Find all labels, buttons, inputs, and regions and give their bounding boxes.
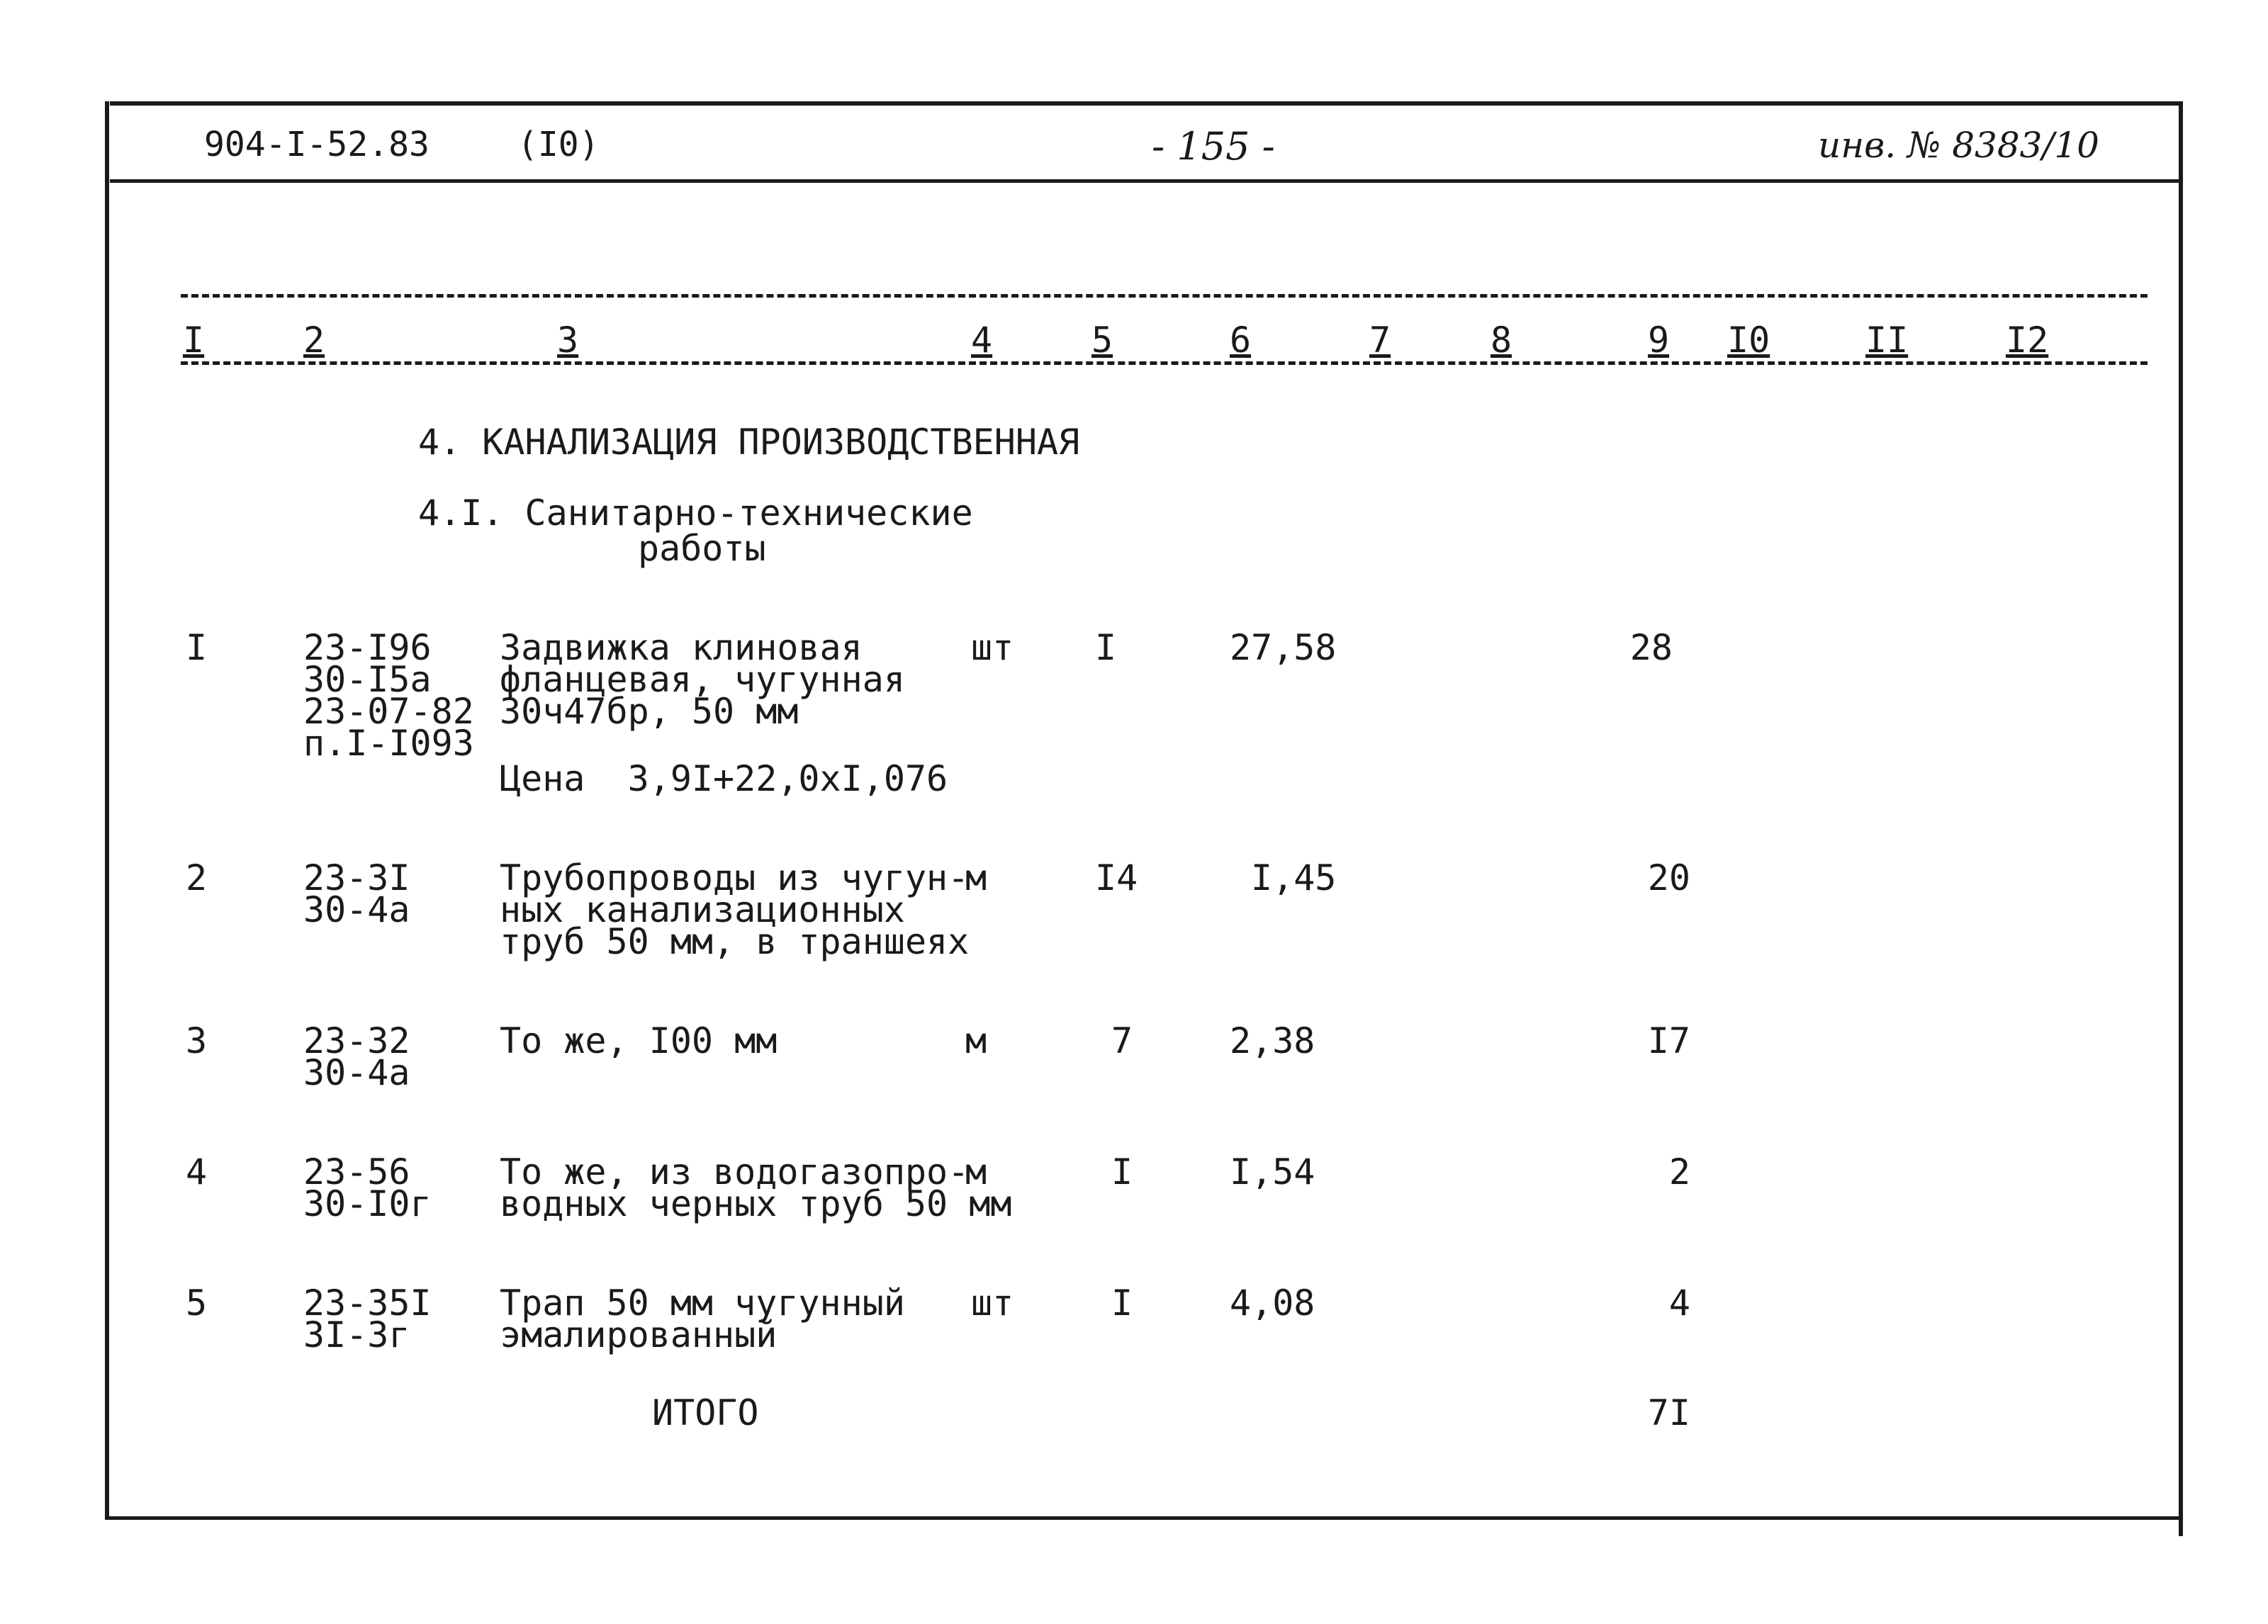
row-description: То же, из водогазопро- — [500, 1151, 970, 1192]
row-description: Трап 50 мм чугунный — [500, 1282, 905, 1324]
column-number-10: I0 — [1727, 320, 1770, 361]
row-description: 30ч47бр, 50 мм — [500, 691, 799, 732]
column-number-6: 6 — [1230, 320, 1252, 361]
total-label: ИТОГО — [652, 1392, 759, 1433]
section-subtitle-continued: работы — [638, 528, 766, 569]
row-code: 30-4a — [303, 1052, 410, 1093]
row-quantity: I — [1095, 627, 1117, 668]
frame-top-border — [110, 101, 2183, 106]
row-number: 3 — [186, 1020, 208, 1061]
row-code: 23-3I — [303, 857, 410, 898]
frame-bottom-border — [105, 1516, 2182, 1520]
row-number: 2 — [186, 857, 208, 898]
row-total: I7 — [1647, 1020, 1690, 1061]
column-number-7: 7 — [1369, 320, 1391, 361]
section-title: 4. КАНАЛИЗАЦИЯ ПРОИЗВОДСТВЕННАЯ — [418, 422, 1080, 463]
row-description: То же, I00 мм — [500, 1020, 777, 1061]
row-total: 4 — [1668, 1282, 1690, 1324]
section-subtitle: 4.I. Санитарно-технические — [418, 492, 973, 534]
row-code: 3I-3г — [303, 1314, 410, 1355]
column-number-2: 2 — [303, 320, 325, 361]
row-code: 30-I5a — [303, 659, 432, 700]
row-code: 30-I0г — [303, 1183, 432, 1224]
column-number-1: I — [183, 320, 205, 361]
grand-total: 7I — [1647, 1392, 1690, 1433]
row-description: ных канализационных — [500, 889, 905, 930]
header-divider — [110, 179, 2183, 183]
column-number-3: 3 — [557, 320, 579, 361]
document-code: 904-I-52.83 — [204, 125, 430, 164]
column-header-top-rule — [181, 294, 2148, 298]
row-code: 23-35I — [303, 1282, 432, 1324]
row-number: 4 — [186, 1151, 208, 1192]
price-note: Цена 3,9I+22,0xI,076 — [500, 758, 948, 799]
row-quantity: 7 — [1111, 1020, 1133, 1061]
column-header-bottom-rule — [181, 361, 2148, 365]
row-description: водных черных труб 50 мм — [500, 1183, 1012, 1224]
column-number-4: 4 — [971, 320, 993, 361]
row-quantity: I4 — [1095, 857, 1138, 898]
row-unit-price: 2,38 — [1230, 1020, 1315, 1061]
row-number: I — [186, 627, 208, 668]
document-part: (I0) — [517, 125, 600, 164]
row-code: 30-4a — [303, 889, 410, 930]
row-total: 20 — [1647, 857, 1690, 898]
row-description: Задвижка клиновая — [500, 627, 863, 668]
row-unit: м — [965, 1151, 987, 1192]
frame-right-border — [2179, 101, 2183, 1536]
column-number-9: 9 — [1648, 320, 1670, 361]
row-quantity: I — [1111, 1282, 1133, 1324]
row-unit-price: I,45 — [1251, 857, 1337, 898]
row-number: 5 — [186, 1282, 208, 1324]
row-unit-price: I,54 — [1230, 1151, 1315, 1192]
column-number-11: II — [1865, 320, 1909, 361]
row-unit: м — [965, 1020, 987, 1061]
row-unit-price: 27,58 — [1230, 627, 1337, 668]
row-description: эмалированный — [500, 1314, 777, 1355]
row-unit: м — [965, 857, 987, 898]
frame-left-border — [105, 101, 109, 1518]
row-description: фланцевая, чугунная — [500, 659, 905, 700]
row-code: п.I-I093 — [303, 723, 474, 764]
row-code: 23-56 — [303, 1151, 410, 1192]
row-unit-price: 4,08 — [1230, 1282, 1315, 1324]
row-quantity: I — [1111, 1151, 1133, 1192]
row-code: 23-07-82 — [303, 691, 474, 732]
column-number-12: I2 — [2006, 320, 2049, 361]
column-number-8: 8 — [1491, 320, 1512, 361]
inventory-number: инв. № 8383/10 — [1818, 125, 2099, 166]
row-code: 23-I96 — [303, 627, 432, 668]
row-code: 23-32 — [303, 1020, 410, 1061]
row-description: труб 50 мм, в траншеях — [500, 921, 970, 962]
row-total: 28 — [1629, 627, 1673, 668]
row-description: Трубопроводы из чугун- — [500, 857, 970, 898]
column-number-5: 5 — [1091, 320, 1113, 361]
row-unit: шт — [971, 1282, 1014, 1324]
row-total: 2 — [1668, 1151, 1690, 1192]
page-number: - 155 - — [1152, 124, 1275, 169]
row-unit: шт — [971, 627, 1014, 668]
